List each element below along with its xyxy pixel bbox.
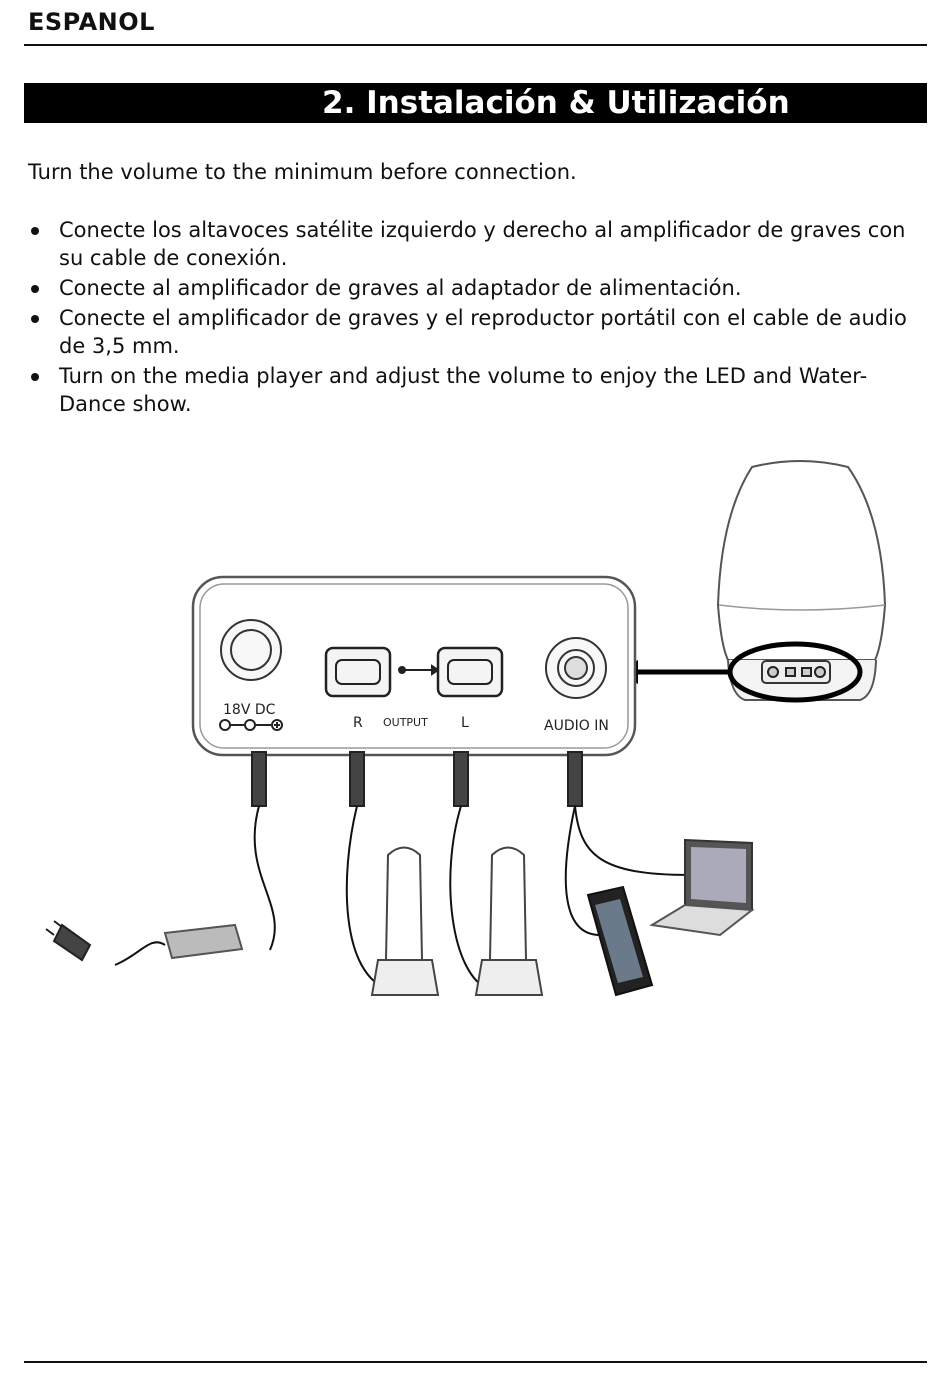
- step-item: Conecte al amplificador de graves al adaptador de alimentación.: [28, 274, 918, 302]
- step-item: Turn on the media player and adjust the volume to enjoy the LED and Water-Dance show.: [28, 362, 918, 418]
- step-item: Conecte los altavoces satélite izquierdo y derecho al amplificador de graves con su cable de conexión.: [28, 216, 918, 272]
- footer-rule: [24, 1361, 927, 1363]
- section-title-bar: [24, 83, 927, 123]
- step-item: Conecte el amplificador de graves y el reproductor portátil con el cable de audio de 3,5 mm.: [28, 304, 918, 360]
- audio-in-label: AUDIO IN: [544, 718, 609, 734]
- cable-plugs: [252, 752, 582, 806]
- connection-diagram: [40, 455, 900, 1015]
- power-adapter-illustration: [46, 921, 242, 960]
- output-label: OUTPUT: [383, 716, 428, 729]
- header-rule: [24, 44, 927, 46]
- steps-list: [28, 216, 918, 420]
- section-title: 2. Instalación & Utilización: [322, 85, 790, 121]
- left-channel-label: L: [461, 715, 469, 731]
- satellite-speaker-right: [372, 848, 438, 996]
- power-label: 18V DC: [223, 702, 276, 718]
- intro-note: Turn the volume to the minimum before connection.: [28, 160, 577, 184]
- right-channel-label: R: [353, 715, 363, 731]
- laptop-illustration: [652, 840, 752, 935]
- satellite-speaker-left: [476, 848, 542, 996]
- phone-illustration: [588, 887, 652, 995]
- subwoofer-illustration: [718, 461, 885, 700]
- language-label: ESPANOL: [28, 8, 155, 36]
